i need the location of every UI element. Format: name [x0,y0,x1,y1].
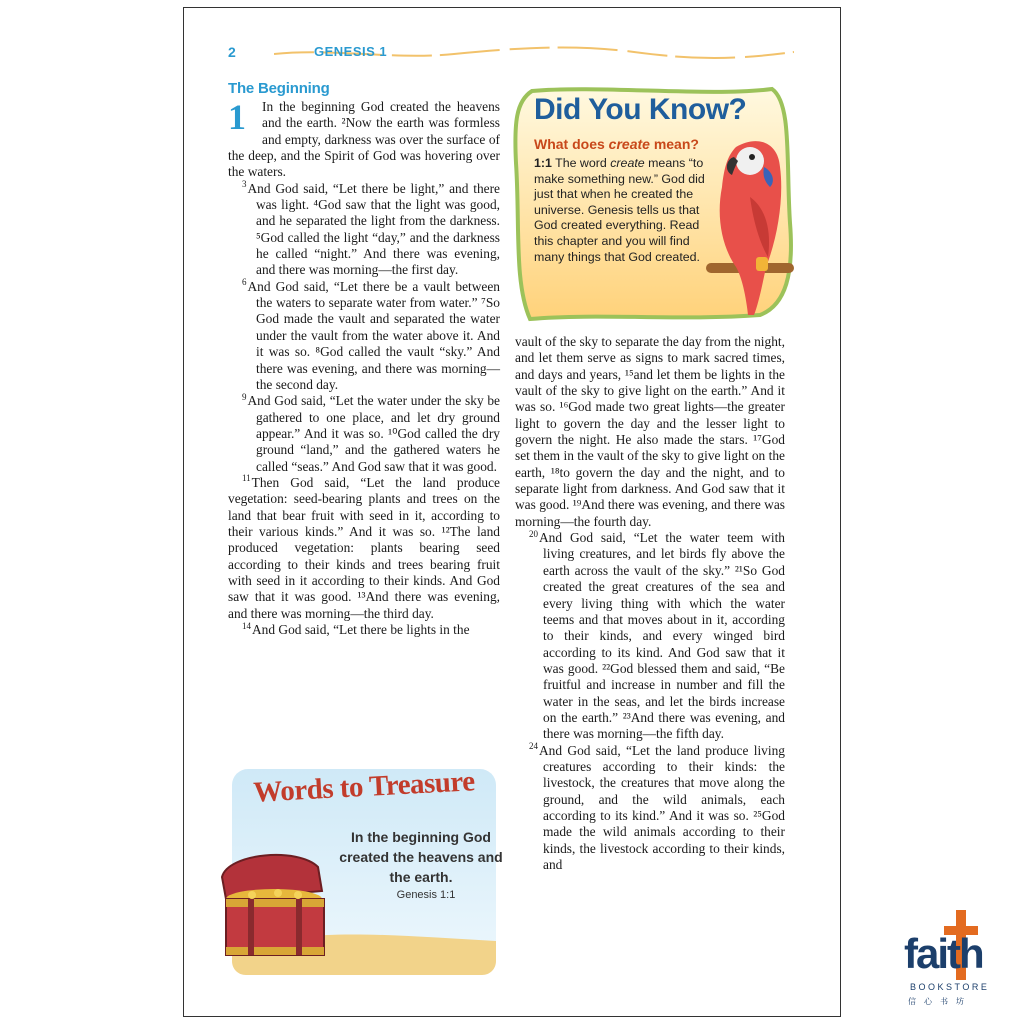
treasure-verse: In the beginning God created the heavens and the earth. [339,829,503,885]
running-head: GENESIS 1 [314,44,388,59]
verse-paragraph [228,475,500,622]
did-you-know-body: 1:1 The word create means “to make something new.” God did just that when he created the universe. Genesis tells us that God created everything. Read this chapter and you will find many things that God created. [534,156,705,264]
did-you-know-title: Did You Know? [534,93,747,126]
verse-text: And God said, “Let there be light,” and there was light. ⁴God saw that the light was good, and he separated the light from the darkness. ⁵God called the light “day,” and the darkness he called “night.” And there was evening, and there was morning—the first day. [247,180,500,278]
verse-paragraph [515,743,785,874]
bible-page [183,7,841,1017]
left-column [228,80,500,638]
intro-paragraph: In the beginning God created the heavens and the earth. ²Now the earth was formless and empty, darkness was over the surface of the deep, and the Spirit of God was hovering over the waters. [228,99,500,180]
verse-number: 24 [529,741,538,752]
page-number: 2 [228,44,236,60]
verse-text: And God said, “Let the water teem with living creatures, and let birds fly above the earth across the vault of the sky.” ²¹So God created the great creatures of the sea and every living thing with which the water teems and that moves about in it, according to their kinds, and every winged bird according to its kind. And God saw that it was good. ²²God blessed them and said, “Be fruitful and increase in number and fill the water in the seas, and let the birds increase on the earth.” ²³And there was evening, and there was morning—the fifth day. [539,530,785,742]
verse-paragraph [228,622,500,638]
verse-text: And God said, “Let the water under the sky be gathered to one place, and let dry ground appear.” And it was so. ¹⁰God called the dry ground “land,” and the gathered waters he called “seas.” And God saw that it was good. [247,393,500,474]
parrot-illustration [706,127,796,317]
verse-text: And God said, “Let there be a vault between the waters to separate water from water.” ⁷So God made the vault and separated the water under the vault from the water above it. And it was so. ⁸God called the vault “sky.” And there was evening, and there was morning—the second day. [247,278,500,392]
treasure-verse-reference: Genesis 1:1 [396,889,456,901]
verse-paragraph [228,393,500,475]
verse-number: 6 [242,277,247,288]
verse-text: vault of the sky to separate the day from the night, and let them serve as signs to mark sacred times, and days and years, ¹⁵and let them be lights in the vault of the sky to give light on the earth.” And it was so. ¹⁶God made two great lights—the greater light to govern the day and the lesser light to govern the night. He also made the stars. ¹⁷God set them in the vault of the sky to give light on the earth, ¹⁸to govern the day and the night, and to separate light from darkness. And God saw that it was good. ¹⁹And there was evening, and there was morning—the fourth day. [515,334,785,529]
did-you-know-box [510,83,798,323]
treasure-chest-illustration [208,847,338,967]
bookstore-logo [904,908,1000,1020]
logo-chinese-text: 信心书坊 [908,997,972,1006]
right-column [515,334,785,873]
chapter-number: 1 [228,97,246,137]
logo-subtitle: BOOKSTORE [910,982,990,992]
verse-number: 14 [242,620,251,631]
did-you-know-question: What does create mean? [534,136,699,152]
section-title: The Beginning [228,80,330,97]
verse-paragraph [515,530,785,742]
verse-reference: 1:1 [534,156,552,170]
verse-text: And God said, “Let there be lights in the [252,622,470,637]
verse-number: 3 [242,179,247,190]
logo-wordmark: faith [904,930,983,977]
verse-text: And God said, “Let the land produce living creatures according to their kinds: the livestock, the creatures that move along the ground, and the wild animals, each according to its kind.” And it was so. ²⁵God made the wild animals according to their kinds, the livestock according to their kinds, and [539,742,785,872]
verse-number: 11 [242,473,251,484]
verse-paragraph [228,279,500,393]
verse-number: 20 [529,528,538,539]
verse-text: Then God said, “Let the land produce vegetation: seed-bearing plants and trees on the land that bear fruit with seed in it, according to their various kinds.” And it was so. ¹²The land produced vegetation: plants bearing seed according to their kinds and trees bearing fruit with seed in it according to their kinds. And God saw that it was good. ¹³And there was evening, and there was morning—the third day. [228,474,500,621]
verse-paragraph [228,181,500,279]
words-to-treasure-box [228,765,503,979]
words-to-treasure-title: Words to Treasure [252,765,476,809]
verse-number: 9 [242,391,247,402]
verse-paragraph [515,334,785,530]
